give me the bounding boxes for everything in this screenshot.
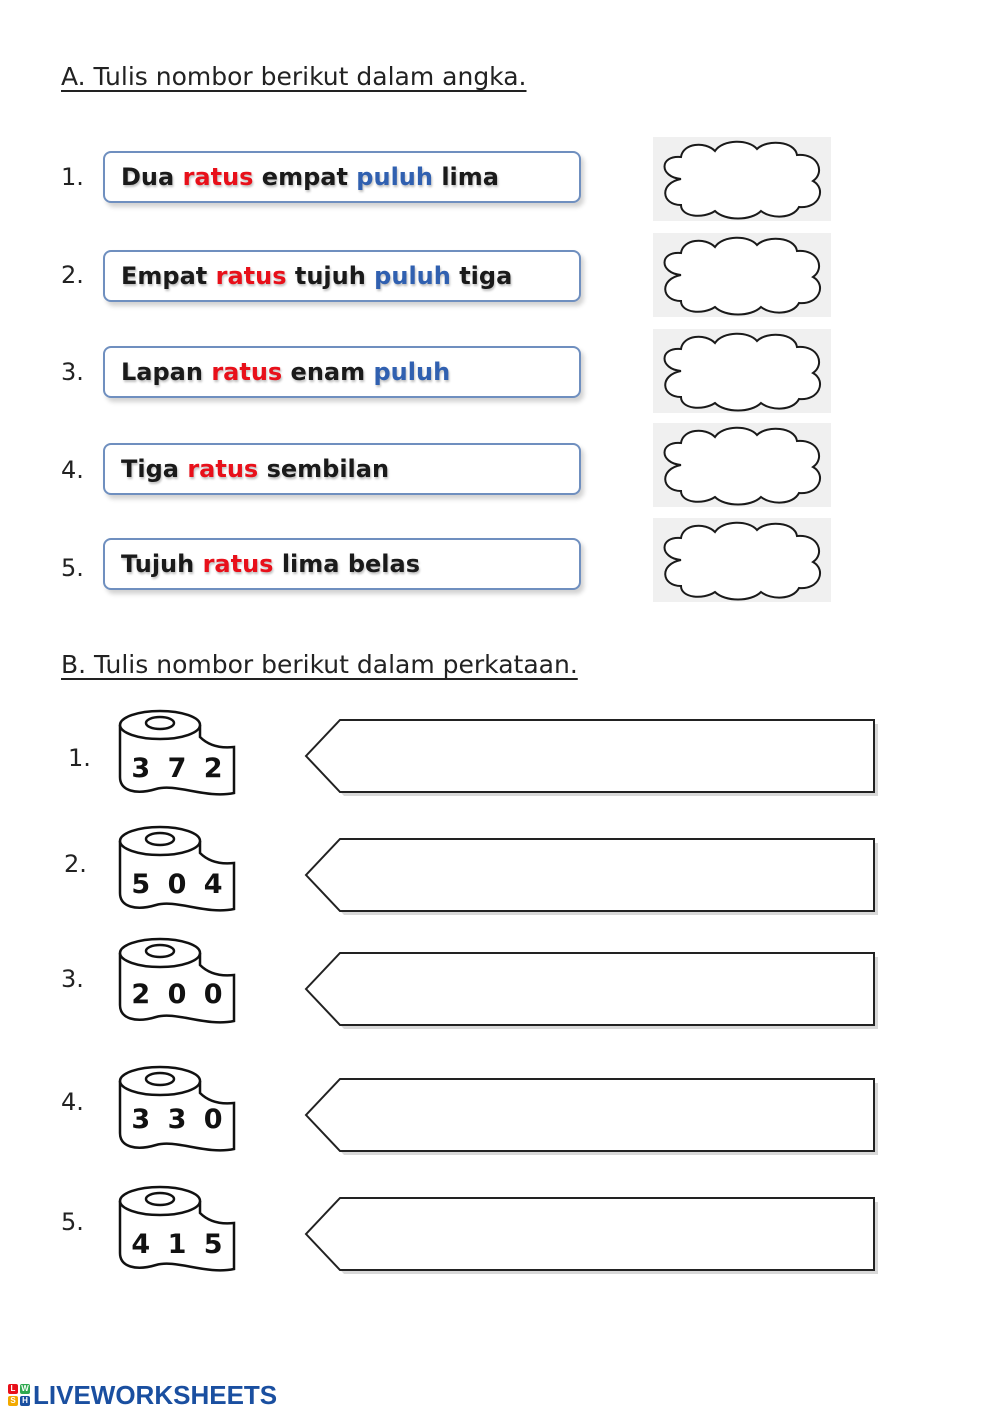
item-b1-number: 1. (68, 744, 91, 772)
brand-text: LIVEWORKSHEETS (33, 1379, 278, 1410)
arrow-shape (304, 1077, 880, 1155)
word: ratus (202, 550, 274, 578)
roll-core (146, 945, 174, 957)
item-a2-number: 2. (61, 261, 84, 289)
cloud-outline (665, 238, 821, 315)
roll-core (146, 717, 174, 729)
toilet-roll-2 (116, 823, 240, 915)
liveworksheets-logo (8, 1380, 277, 1410)
cloud-outline (665, 142, 821, 219)
word: ratus (187, 455, 259, 483)
toilet-roll-5 (116, 1183, 240, 1275)
arrow-outline (306, 953, 874, 1025)
item-b4-number: 4. (61, 1088, 84, 1116)
cloud-icon (653, 518, 831, 602)
roll-value-3: 2 0 0 (131, 979, 227, 1010)
cloud-icon (653, 137, 831, 221)
answer-arrow-3[interactable] (304, 951, 880, 1029)
toilet-roll-4 (116, 1063, 240, 1155)
word: tiga (459, 262, 513, 290)
item-a4-words (103, 443, 581, 495)
word: Empat (121, 262, 208, 290)
word: ratus (211, 358, 283, 386)
cloud-icon (653, 233, 831, 317)
word: Lapan (121, 358, 203, 386)
answer-cloud-5[interactable] (653, 518, 831, 602)
word: ratus (182, 163, 254, 191)
answer-arrow-5[interactable] (304, 1196, 880, 1274)
logo-letter: W (21, 1384, 29, 1393)
arrow-shape (304, 1196, 880, 1274)
roll-core (146, 1193, 174, 1205)
item-b2-number: 2. (64, 850, 87, 878)
roll-value-4: 3 3 0 (131, 1104, 227, 1135)
word: Tiga (121, 455, 179, 483)
item-a1-words (103, 151, 581, 203)
item-a4-number: 4. (61, 456, 84, 484)
word: puluh (356, 163, 433, 191)
arrow-outline (306, 1198, 874, 1270)
word: sembilan (266, 455, 390, 483)
arrow-shape (304, 951, 880, 1029)
roll-value-2: 5 0 4 (131, 869, 227, 900)
word: ratus (215, 262, 287, 290)
word: puluh (373, 358, 451, 386)
cloud-outline (665, 428, 821, 505)
item-b3-number: 3. (61, 965, 84, 993)
arrow-outline (306, 839, 874, 911)
answer-arrow-4[interactable] (304, 1077, 880, 1155)
answer-arrow-1[interactable] (304, 718, 880, 796)
word: lima (281, 550, 340, 578)
logo-letter: L (8, 1384, 18, 1394)
item-a5-words (103, 538, 581, 590)
cloud-outline (665, 334, 821, 411)
item-a1-number: 1. (61, 163, 84, 191)
cloud-outline (665, 523, 821, 600)
answer-arrow-2[interactable] (304, 837, 880, 915)
word: Tujuh (121, 550, 195, 578)
logo-icon (8, 1384, 30, 1406)
logo-letter: S (8, 1396, 18, 1406)
roll-core (146, 833, 174, 845)
roll-core (146, 1073, 174, 1085)
word: Dua (121, 163, 175, 191)
logo-letter: H (20, 1396, 30, 1406)
word: lima (441, 163, 499, 191)
cloud-icon (653, 329, 831, 413)
word: tujuh (294, 262, 366, 290)
word: belas (347, 550, 420, 578)
section-a-title: A. Tulis nombor berikut dalam angka. (61, 62, 527, 91)
answer-cloud-1[interactable] (653, 137, 831, 221)
word: empat (261, 163, 348, 191)
answer-cloud-4[interactable] (653, 423, 831, 507)
toilet-roll-3 (116, 935, 240, 1027)
answer-cloud-3[interactable] (653, 329, 831, 413)
item-a2-words (103, 250, 581, 302)
arrow-shape (304, 718, 880, 796)
section-b-title: B. Tulis nombor berikut dalam perkataan. (61, 650, 578, 679)
arrow-shape (304, 837, 880, 915)
word: puluh (374, 262, 451, 290)
item-b5-number: 5. (61, 1208, 84, 1236)
roll-value-5: 4 1 5 (131, 1229, 227, 1260)
toilet-roll-1 (116, 707, 240, 799)
arrow-outline (306, 1079, 874, 1151)
roll-value-1: 3 7 2 (131, 753, 227, 784)
item-a5-number: 5. (61, 554, 84, 582)
item-a3-number: 3. (61, 358, 84, 386)
cloud-icon (653, 423, 831, 507)
arrow-outline (306, 720, 874, 792)
answer-cloud-2[interactable] (653, 233, 831, 317)
item-a3-words (103, 346, 581, 398)
word: enam (290, 358, 366, 386)
